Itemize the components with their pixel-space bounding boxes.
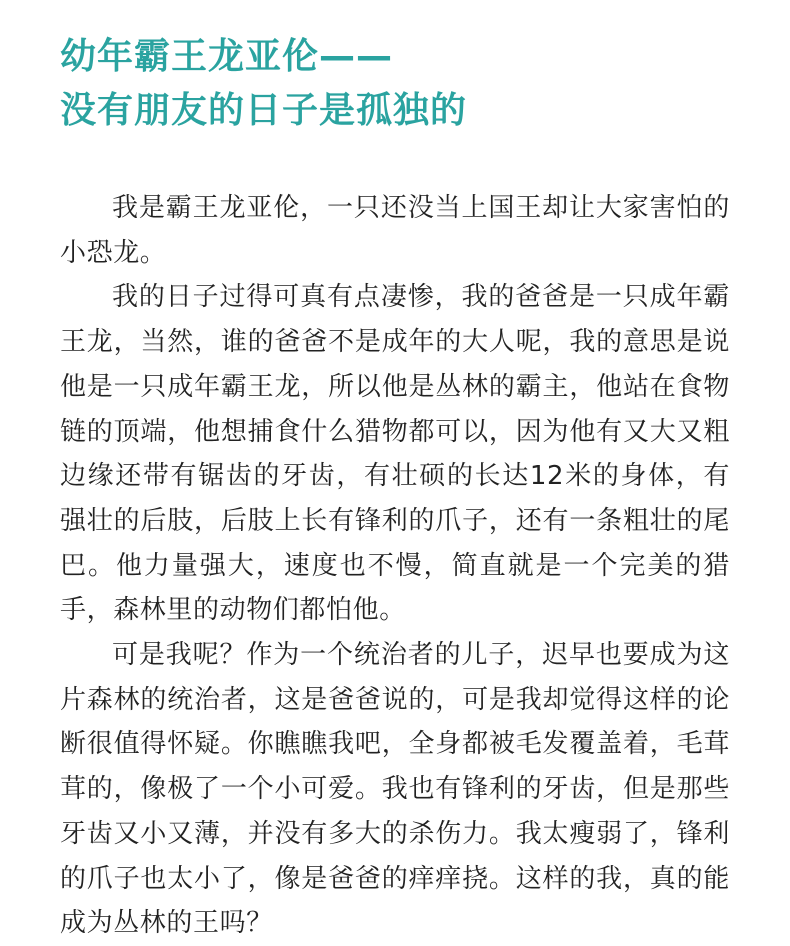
chapter-title-line-2: 没有朋友的日子是孤独的 [60,90,468,131]
chapter-title-line-1: 幼年霸王龙亚伦—— [60,36,394,77]
chapter-title [60,30,730,138]
body-text [60,186,730,946]
paragraph-2: 我的日子过得可真有点凄惨，我的爸爸是一只成年霸王龙，当然，谁的爸爸不是成年的大人呢，我的意思是说他是一只成年霸王龙，所以他是丛林的霸主，他站在食物链的顶端，他想捕食什么猎物都可以，因为他有又大又粗边缘还带有锯齿的牙齿，有壮硕的长达12米的身体，有强壮的后肢，后肢上长有锋利的爪子，还有一条粗壮的尾巴。他力量强大，速度也不慢，简直就是一个完美的猎手，森林里的动物们都怕他。 [60,282,730,626]
paragraph-1: 我是霸王龙亚伦，一只还没当上国王却让大家害怕的小恐龙。 [60,193,730,268]
paragraph-3: 可是我呢？作为一个统治者的儿子，迟早也要成为这片森林的统治者，这是爸爸说的，可是我却觉得这样的论断很值得怀疑。你瞧瞧我吧，全身都被毛发覆盖着，毛茸茸的，像极了一个小可爱。我也有锋利的牙齿，但是那些牙齿又小又薄，并没有多大的杀伤力。我太瘦弱了，锋利的爪子也太小了，像是爸爸的痒痒挠。这样的我，真的能成为丛林的王吗？ [60,640,730,939]
